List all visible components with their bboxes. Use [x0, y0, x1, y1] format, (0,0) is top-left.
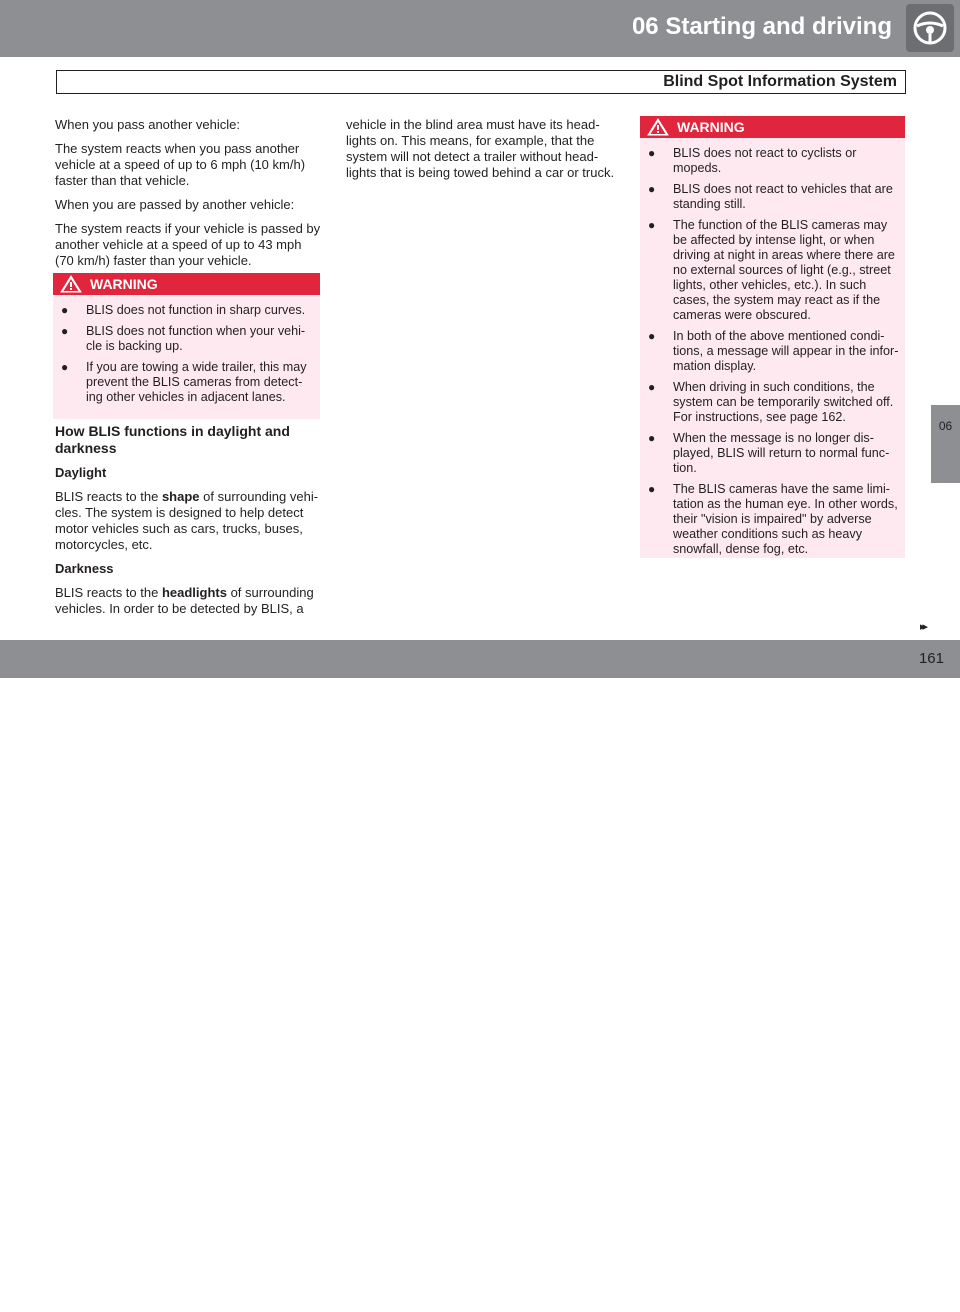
- warning-title: WARNING: [90, 276, 158, 292]
- section-daylight-darkness: [55, 423, 323, 625]
- bottom-footer-bar: [0, 640, 960, 1311]
- warning-title: WARNING: [677, 119, 745, 135]
- list-item-text: The BLIS cameras have the same limi-tation as the human eye. In other words, their "vision is impaired" by adverse weather conditions such as heavy snowfall, dense fog, etc.: [673, 482, 898, 556]
- page-number: 161: [918, 650, 944, 667]
- list-item-text: When the message is no longer dis-played, BLIS will return to normal func-tion.: [673, 431, 890, 475]
- warning-list: [640, 138, 905, 557]
- list-item: ● BLIS does not function when your vehi-cle is backing up.: [61, 324, 306, 353]
- watermark-text: carmanualsonline.info: [380, 1286, 616, 1311]
- paragraph: When you are passed by another vehicle:: [55, 197, 295, 212]
- chapter-title: 06 Starting and driving: [631, 13, 892, 40]
- daylight-paragraph: [55, 489, 323, 553]
- list-item: ● The function of the BLIS cameras may be affected by intense light, or when driving at night in areas where there are no external sources of light (e.g., street lights, other vehicles, etc.). In such cases, the system may react as if the cameras were obscured.: [648, 218, 895, 322]
- paragraph: When you pass another vehicle:: [55, 117, 240, 132]
- darkness-paragraph: [55, 585, 323, 617]
- chapter-icon-box: [906, 4, 954, 52]
- list-item: ● BLIS does not react to vehicles that are standing still.: [648, 182, 893, 211]
- text-span: of surrounding vehi-cles. The system is designed to help detect motor vehicles such as cars, trucks, buses, motorcycles, etc.: [55, 489, 319, 552]
- text-span: BLIS reacts to the: [55, 489, 162, 504]
- section-title-bar: [56, 70, 906, 94]
- column-2: [346, 117, 616, 189]
- next-page-arrows-icon: ▸▸: [920, 621, 926, 633]
- paragraph: The system reacts when you pass another vehicle at a speed of up to 6 mph (10 km/h) faster than that vehicle.: [55, 141, 306, 188]
- list-item: ● When the message is no longer dis-played, BLIS will return to normal func-tion.: [648, 431, 890, 475]
- list-item: ● The BLIS cameras have the same limi-tation as the human eye. In other words, their "vision is impaired" by adverse weather conditions such as heavy snowfall, dense fog, etc.: [648, 482, 898, 556]
- chapter-side-tab[interactable]: [931, 404, 960, 483]
- warning-header: [53, 273, 320, 295]
- section-heading: How BLIS functions in daylight and darkness: [55, 423, 290, 456]
- bold-term: shape: [161, 489, 200, 504]
- warning-list: [53, 295, 320, 405]
- warning-box-1: [53, 273, 320, 419]
- list-item-text: BLIS does not function in sharp curves.: [86, 303, 306, 317]
- top-header-bar: [0, 0, 960, 57]
- list-item-text: In both of the above mentioned condi-tions, a message will appear in the infor-mation display.: [673, 329, 899, 373]
- list-item-text: BLIS does not react to vehicles that are standing still.: [673, 182, 893, 211]
- list-item: ● If you are towing a wide trailer, this may prevent the BLIS cameras from detect-ing other vehicles in adjacent lanes.: [61, 360, 307, 404]
- list-item: ● BLIS does not function in sharp curves.: [61, 303, 306, 317]
- list-item-text: BLIS does not react to cyclists or mopeds.: [673, 146, 857, 175]
- daylight-label: Daylight: [55, 465, 107, 480]
- section-title: Blind Spot Information System: [663, 73, 897, 90]
- text-span: of surrounding vehicles. In order to be detected by BLIS, a: [55, 585, 314, 616]
- warning-header: [640, 116, 905, 138]
- darkness-label: Darkness: [55, 561, 114, 576]
- paragraph: The system reacts if your vehicle is passed by another vehicle at a speed of up to 43 mph (70 km/h) faster than your vehicle.: [55, 221, 321, 268]
- warning-triangle-icon: [60, 275, 82, 293]
- side-tab-label: 06: [938, 419, 953, 433]
- steering-wheel-icon: [912, 10, 948, 46]
- list-item-text: BLIS does not function when your vehi-cle is backing up.: [86, 324, 306, 353]
- text-span: BLIS reacts to the: [55, 585, 162, 600]
- list-item: ● BLIS does not react to cyclists or mopeds.: [648, 146, 857, 175]
- warning-triangle-icon: [647, 118, 669, 136]
- list-item-text: If you are towing a wide trailer, this may prevent the BLIS cameras from detect-ing other vehicles in adjacent lanes.: [86, 360, 307, 404]
- list-item: ● In both of the above mentioned condi-tions, a message will appear in the infor-mation display.: [648, 329, 899, 373]
- bold-term: headlights: [161, 585, 227, 600]
- column-1: [55, 117, 323, 277]
- list-item-text: The function of the BLIS cameras may be affected by intense light, or when driving at night in areas where there are no external sources of light (e.g., street lights, other vehicles, etc.). In such cases, the system may react as if the cameras were obscured.: [673, 218, 895, 322]
- paragraph: vehicle in the blind area must have its head-lights on. This means, for example, that the system will not detect a trailer without head-lights that is being towed behind a car or truck.: [346, 117, 615, 180]
- list-item-text: When driving in such conditions, the system can be temporarily switched off. For instructions, see page 162.: [673, 380, 894, 424]
- warning-box-2: [640, 116, 905, 558]
- list-item: ● When driving in such conditions, the system can be temporarily switched off. For instructions, see page 162.: [648, 380, 894, 424]
